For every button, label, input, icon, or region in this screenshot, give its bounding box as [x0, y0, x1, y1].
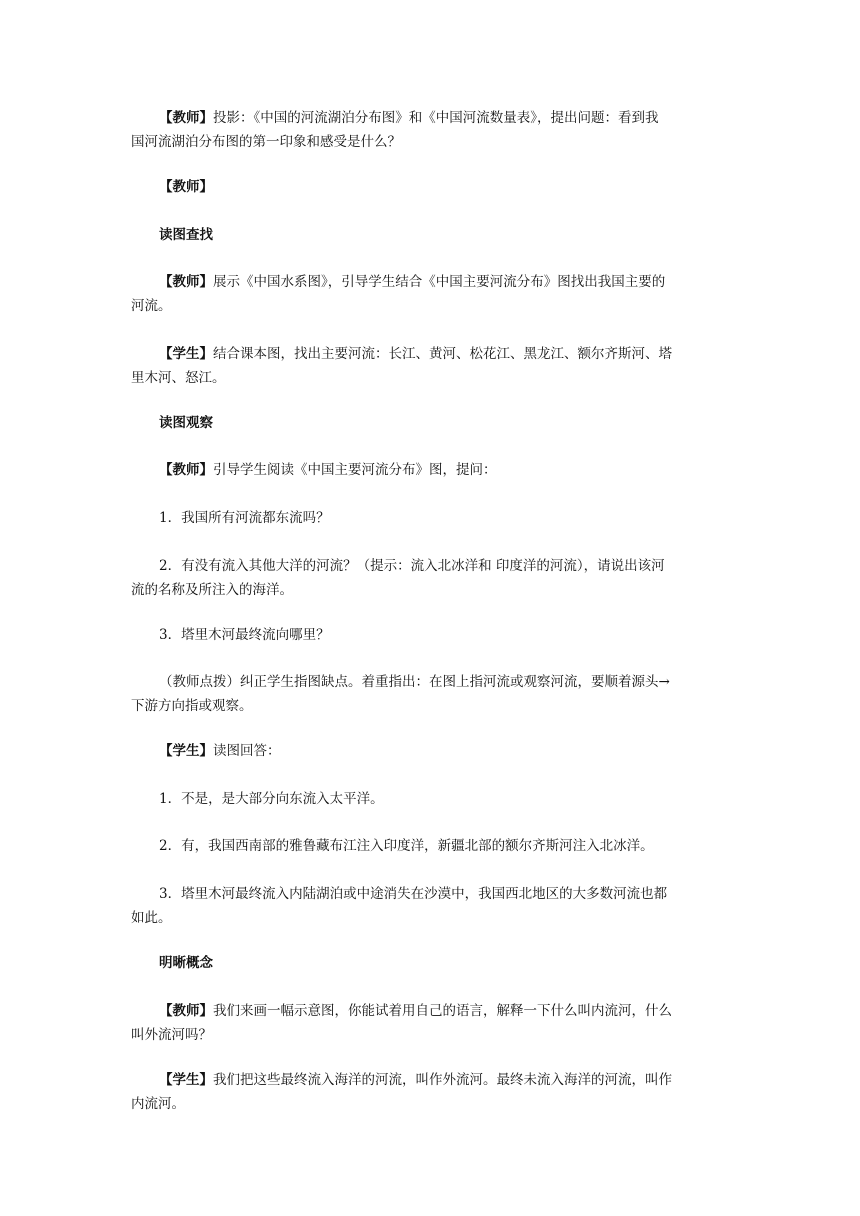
section-heading-clarify-concepts — [131, 951, 731, 975]
paragraph-question-3 — [131, 623, 731, 647]
paragraph-answer-1 — [131, 787, 731, 811]
text-line: 【教师】投影：《中国的河流湖泊分布图》和《中国河流数量表》，提出问题：看到我 — [159, 110, 659, 126]
text-line: 读图查找 — [159, 227, 213, 243]
text-line: 【学生】读图回答： — [159, 743, 281, 759]
paragraph-student-definition — [131, 1068, 731, 1116]
text-line: 河流。 — [131, 298, 172, 314]
text-line: 3．塔里木河最终流入内陆湖泊或中途消失在沙漠中，我国西北地区的大多数河流也都 — [159, 886, 668, 902]
section-heading-read-map-find — [131, 223, 731, 247]
paragraph-teacher-projection — [131, 106, 731, 154]
text-line: 内流河。 — [131, 1096, 185, 1112]
speaker-tag: 【学生】 — [159, 346, 213, 362]
text-line: 明晰概念 — [159, 955, 213, 971]
paragraph-question-2 — [131, 554, 731, 602]
speaker-tag: 【学生】 — [159, 1072, 213, 1088]
text-line: 下游方向指或观察。 — [131, 698, 253, 714]
paragraph-teacher-label — [131, 175, 731, 199]
text-line: 【教师】 — [159, 179, 213, 195]
paragraph-answer-3 — [131, 882, 731, 930]
paragraph-teacher-hint — [131, 670, 731, 718]
text-line: 【教师】引导学生阅读《中国主要河流分布》图，提问： — [159, 462, 497, 478]
text-line: 里木河、怒江。 — [131, 370, 226, 386]
section-heading-read-map-observe — [131, 411, 731, 435]
paragraph-answer-2 — [131, 834, 731, 858]
speaker-tag: 【教师】 — [159, 462, 213, 478]
speaker-tag: 【学生】 — [159, 743, 213, 759]
paragraph-student-find-rivers — [131, 342, 731, 390]
paragraph-teacher-show-map — [131, 270, 731, 318]
text-line: 叫外流河吗？ — [131, 1027, 212, 1043]
text-line: 2．有，我国西南部的雅鲁藏布江注入印度洋，新疆北部的额尔齐斯河注入北冰洋。 — [159, 838, 654, 854]
text-line: 如此。 — [131, 910, 172, 926]
text-line: 【学生】我们把这些最终流入海洋的河流，叫作外流河。最终未流入海洋的河流，叫作 — [159, 1072, 672, 1088]
paragraph-teacher-diagram — [131, 999, 731, 1047]
text-line: 国河流湖泊分布图的第一印象和感受是什么？ — [131, 134, 401, 150]
paragraph-question-1 — [131, 506, 731, 530]
text-line: 1．不是，是大部分向东流入太平洋。 — [159, 791, 384, 807]
text-line: （教师点拨）纠正学生指图缺点。着重指出：在图上指河流或观察河流，要顺着源头→ — [159, 674, 670, 690]
paragraph-teacher-guide — [131, 458, 731, 482]
text-line: 1．我国所有河流都东流吗？ — [159, 510, 330, 526]
speaker-tag: 【教师】 — [159, 110, 213, 126]
text-line: 【教师】我们来画一幅示意图，你能试着用自己的语言，解释一下什么叫内流河，什么 — [159, 1003, 672, 1019]
text-line: 读图观察 — [159, 415, 213, 431]
text-line: 3．塔里木河最终流向哪里？ — [159, 627, 330, 643]
text-line: 2．有没有流入其他大洋的河流？（提示：流入北冰洋和 印度洋的河流），请说出该河 — [159, 558, 665, 574]
text-line: 流的名称及所注入的海洋。 — [131, 582, 293, 598]
speaker-tag: 【教师】 — [159, 1003, 213, 1019]
text-line: 【学生】结合课本图，找出主要河流：长江、黄河、松花江、黑龙江、额尔齐斯河、塔 — [159, 346, 672, 362]
paragraph-student-answer-label — [131, 739, 731, 763]
text-line: 【教师】展示《中国水系图》，引导学生结合《中国主要河流分布》图找出我国主要的 — [159, 274, 666, 290]
speaker-tag: 【教师】 — [159, 274, 213, 290]
